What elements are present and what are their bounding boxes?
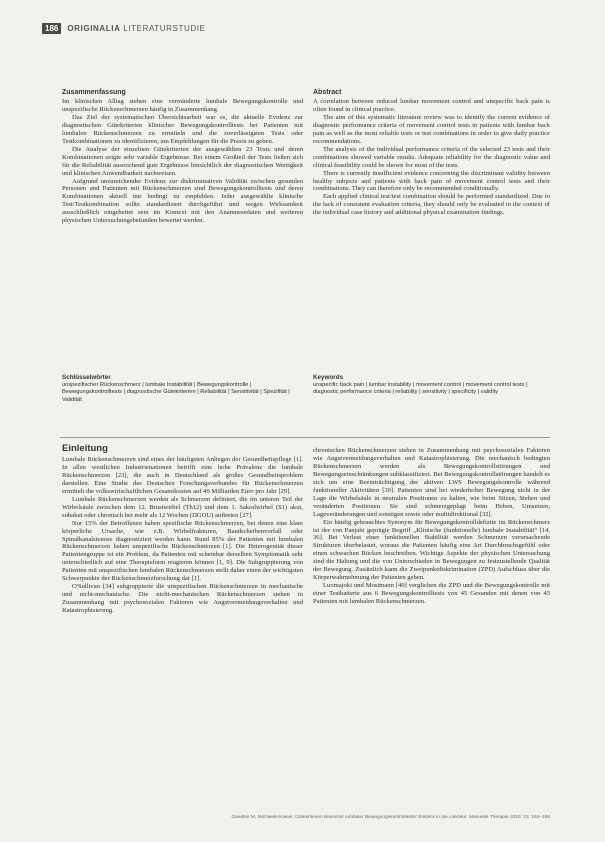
einleitung-paragraph: chronischen Rückenschmerzen stehen in Zusammenhang mit psychosozialen Faktoren wie Angstvermeidungsverhalten und Katastrophisierung. Die mechanisch bedingten Rückenschmerzen werden als Bewegungskontrollstörungen und Bewegungseinschränkungen subklassifiziert. Bei Bewegungskontrollstörungen handelt es sich um eine Beeinträchtigung der aktiven LWS Bewegungskontrolle während funktioneller Aktivitäten [30]. Patienten sind bei wiederholter Bewegung nicht in der Lage die Wirbelsäule in neutralen Positionen zu halten, wie beim Sitzen, Stehen und veränderten Positionen. Sie sind schmerzgeplagt beim Heben, Umsetzen, Lageveränderungen und sonstigen sowie oder multidirektional [32]. — [313, 447, 550, 518]
page-number: 186 — [42, 23, 61, 34]
einleitung-right-column — [313, 447, 550, 809]
einleitung-paragraph: Luomajoki und Mosimann [40] verglichen die ZPD und die Bewegungskontrolle mit einer Testbatterie aus 6 Bewegungskontrolltests von 45 Gesunden mit denen von 45 Patienten mit lumbalen Rückenschmerzen. — [313, 582, 550, 606]
einleitung-title: Einleitung — [62, 443, 108, 454]
citation-footer: Gaedtke M, Michaelis-Kaiser, Gütekriterien klinischer lumbaler Bewegungskontrolltests: Einblick in die Literatur. Manuelle Therapie 2019; 23: 184–196 — [231, 815, 550, 820]
keywords-title: Keywords — [313, 374, 344, 381]
abstract-block — [313, 88, 550, 217]
zusammenfassung-title: Zusammenfassung — [62, 89, 126, 96]
einleitung-paragraph: Lumbale Rückenschmerzen werden als Schmerzen definiert, die im unteren Teil der Wirbelsäule zwischen dem 12. Brustwirbel (Th12) und dem 1. Sakralwirbel (S1) akut, subakut oder chronisch bei mehr als 12 Wochen (DGOU) auftreten [27]. — [62, 495, 303, 519]
journal-subsection: LITERATURSTUDIE — [123, 23, 206, 33]
schluesselwoerter-text: unspezifischer Rückenschmerz | lumbale Instabilität | Bewegungskontrolle | Bewegungskontrolltests | diagnostische Gütekriterien | Reliabilität | Sensitivität | Spezifität | Validität — [62, 382, 290, 403]
section-divider — [60, 437, 550, 438]
abstract-paragraph: The aim of this systematic literature review was to identify the current evidence of diagnostic performance criteria of movement control tests in patients with lumbar back pain as well as the most reliable tests or test combinations in order to give daily practice recommendations. — [313, 113, 550, 145]
running-header — [42, 22, 206, 34]
journal-title — [67, 24, 205, 33]
keywords-text: unspecific back pain | lumbar instability | movement control | movement control tests | diagnostic performance criteria | reliability | sensitivity | specificity | validity — [313, 382, 528, 396]
abstract-paragraph: Each applied clinical test/test combination should be performed standardized. Due to the lack of consistent evaluation criteria, they should only be evaluated in the context of the individual case history and additional physical examination findings. — [313, 193, 550, 217]
einleitung-paragraph: O'Sullivan [34] subgruppierte die unspezifischen Rückenschmerzen in mechanische und nicht-mechanische. Die nicht-mechanischen Rückenschmerzen stehen in Zusammenhang mit psychosozialen Faktoren wie Angstvermeidungsverhalten und Katastrophisierung. — [62, 583, 303, 615]
abstract-paragraph: A correlation between reduced lumbar movement control and unspecific back pain is often found in clinical practice. — [313, 98, 550, 113]
zusammenfassung-paragraph: Im klinischen Alltag stehen eine verminderte lumbale Bewegungskontrolle und unspezifische Rückenschmerzen häufig in Zusammenhang. — [62, 98, 303, 113]
einleitung-paragraph: Nur 15% der Betroffenen haben spezifische Rückenschmerzen, bei denen eine klare körperliche Ursache, wie z.B. Wirbelfrakturen, Bandscheibenvorfall oder Spinalkanalstenose diagnostiziert werden kann. Rund 85% der Patienten mit lumbalen Rückenschmerzen haben unspezifische Rückenschmerzen [1]. Die Heterogenität dieser Patientengruppe ist ein Problem, da Patienten mit scheinbar derselben Symptomatik sehr unterschiedlich auf eine Therapieform reagieren können [1, 9]. Die Subgruppierung von Patienten mit unspezifischen lumbalen Rückenschmerzen stellt daher einen der wichtigsten Schwerpunkte der Rückenschmerzforschung dar [1]. — [62, 519, 303, 583]
journal-section: ORIGINALIA — [67, 23, 121, 33]
einleitung-paragraph: Ein häufig gebrauchtes Synonym für Bewegungskontrolldefizite im Rückenschmerz ist der von Panjabi geprägte Begriff „Klinische (funktionelle) lumbale Instabilität“ [14, 36]. Bei Verlust einer funktionellen Stabilität werden Schmerzen verursachende Strukturen überbelastet, woraus die Patienten häufig eine Art Durchbruchsgefühl oder einen schwachen Rücken beschreiben. Wichtige Aspekte der physischen Untersuchung sind die Haltung und die von Unterschieden in Bewegungen zu festzustellende Qualität der Bewegung. Zusätzlich kann die Zweipunktdiskrimination (ZPD) Aufschluss über die Körperwahrnehmung der Patienten geben. — [313, 518, 550, 582]
schluesselwoerter-block — [62, 374, 303, 404]
keywords-block — [313, 374, 550, 397]
zusammenfassung-paragraph: Das Ziel der systematischen Übersichtsarbeit war es, die aktuelle Evidenz zur diagnostischen Gütekriterien klinischer Bewegungskontrolltests bei Patienten mit lumbalen Rückenschmerzen zu ermitteln und die zuverlässigsten Tests oder Testkombinationen zu identifizieren, um Empfehlungen für die Praxis zu geben. — [62, 113, 303, 145]
einleitung-paragraph: Lumbale Rückenschmerzen sind eines der häufigsten Anliegen der Gesundheitspflege [1]. In allen westlichen Industrienationen betrifft eine hohe Prävalenz die lumbale Rückenschmerzen [23], die auch in Deutschland als großes Gesundheitsproblem darstellen. Eine Studie des Deutschen Forschungsverbundes für Rückenschmerzen ermittelt die volkswirtschaftlichen Gesamtkosten auf 49 Milliarden Euro pro Jahr [29]. — [62, 456, 303, 495]
einleitung-left-column — [62, 443, 303, 809]
abstract-paragraph: The analysis of the individual performance criteria of the selected 23 tests and their combinations showed variable results. Adequate reliability for the diagnostic value and clinical feasibility could be shown for most of the tests. — [313, 145, 550, 169]
schluesselwoerter-title: Schlüsselwörter — [62, 374, 111, 381]
abstract-title: Abstract — [313, 89, 342, 96]
zusammenfassung-paragraph: Aufgrund unzureichender Evidenz zur diskriminativen Validität zwischen gesunden Personen und Patienten mit Rückenschmerzen sind Bewegungskontrolltests und deren Kombinationen aktuell nur bedingt zu empfehlen. Jeder ausgewählte klinische Test/Testkombination sollte standardisiert durchgeführt und wegen Wirksamkeit ausschließlich eingebettet sein im Kontext mit den Anamnesedaten und weiteren physischen Untersuchungsbefunden bewertet werden. — [62, 177, 303, 225]
zusammenfassung-paragraph: Die Analyse der einzelnen Gütekriterien der ausgewählten 23 Tests und deren Kombinationen zeigte sehr variable Ergebnisse. Bei einem Großteil der Tests ließen sich für die Reliabilität ausreichend gute Ergebnisse hinsichtlich der diagnostischen Wertigkeit und klinischen Anwendbarkeit nachweisen. — [62, 145, 303, 177]
abstract-paragraph: There is currently insufficient evidence concerning the discriminant validity between healthy subjects and patients with back pain of movement control tests and their combinations. They can therefore only be recommended conditionally. — [313, 169, 550, 193]
zusammenfassung-block — [62, 88, 303, 225]
